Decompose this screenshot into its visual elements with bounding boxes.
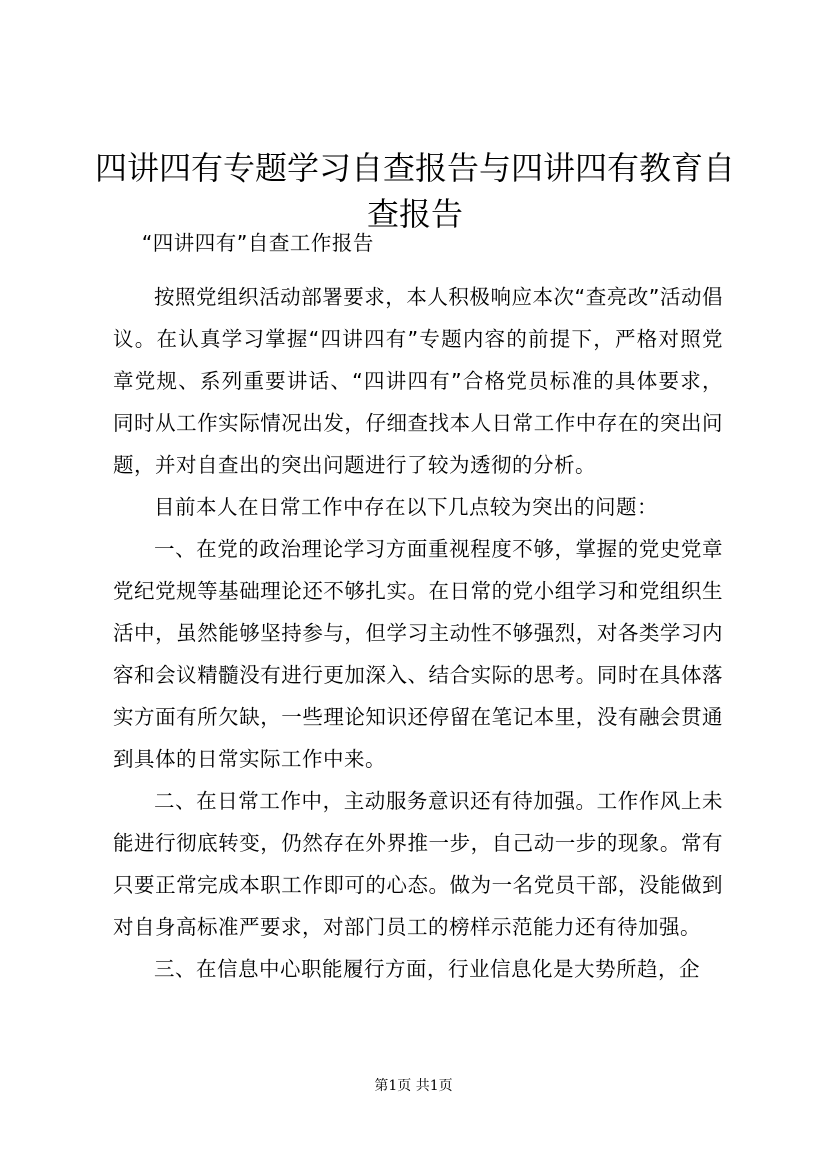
document-title: 四讲四有专题学习自查报告与四讲四有教育自查报告: [95, 149, 736, 233]
document-body: [113, 222, 723, 990]
paragraph-problem-two: 二、在日常工作中，主动服务意识还有待加强。工作作风上未能进行彻底转变，仍然存在外界推一步，自己动一步的现象。常有只要正常完成本职工作即可的心态。做为一名党员干部，没能做到对自身高标准严要求，对部门员工的榜样示范能力还有待加强。: [113, 789, 723, 939]
document-subtitle: “四讲四有”自查工作报告: [141, 231, 374, 255]
paragraph-problem-one: 一、在党的政治理论学习方面重视程度不够，掌握的党史党章党纪党规等基础理论还不够扎实。在日常的党小组学习和党组织生活中，虽然能够坚持参与，但学习主动性不够强烈，对各类学习内容和会议精髓没有进行更加深入、结合实际的思考。同时在具体落实方面有所欠缺，一些理论知识还停留在笔记本里，没有融会贯通到具体的日常实际工作中来。: [113, 537, 723, 771]
paragraph-intro: 按照党组织活动部署要求，本人积极响应本次“查亮改”活动倡议。在认真学习掌握“四讲四有”专题内容的前提下，严格对照党章党规、系列重要讲话、“四讲四有”合格党员标准的具体要求，同时从工作实际情况出发，仔细查找本人日常工作中存在的突出问题，并对自查出的突出问题进行了较为透彻的分析。: [113, 285, 723, 477]
page-footer: 第1页 共1页: [374, 1078, 453, 1094]
paragraph-problem-three: 三、在信息中心职能履行方面，行业信息化是大势所趋，企: [154, 957, 700, 981]
paragraph-problems-lead: 目前本人在日常工作中存在以下几点较为突出的问题：: [154, 495, 658, 519]
